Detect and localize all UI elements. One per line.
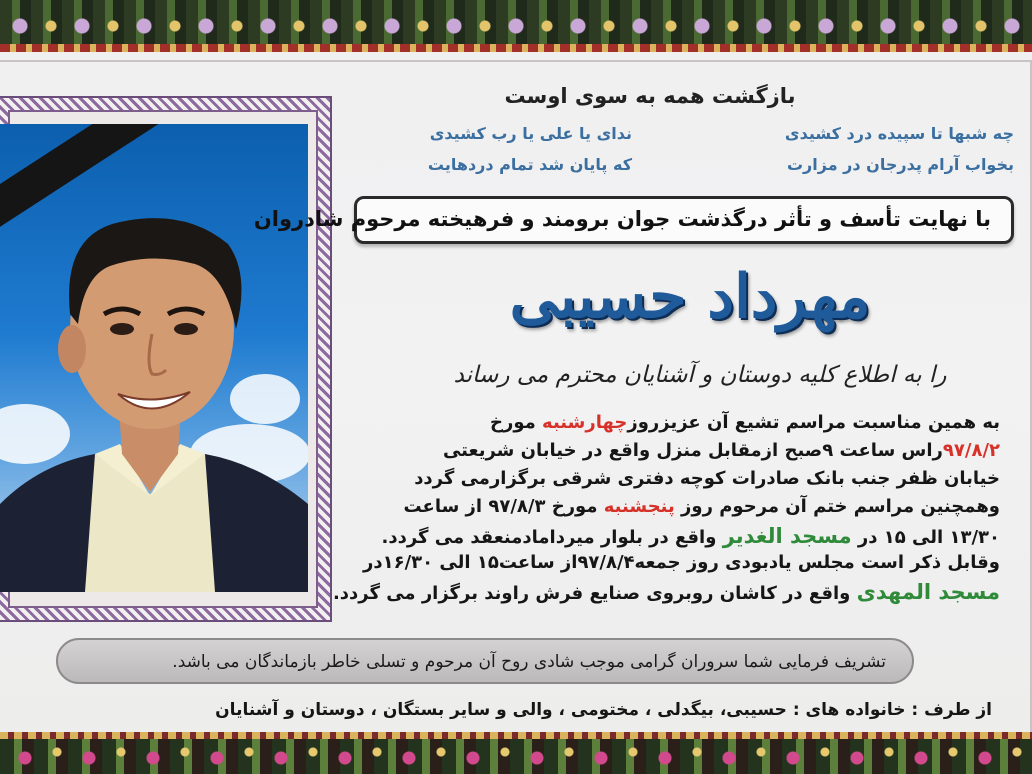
poem-line: که پایان شد تمام دردهایت [427,155,632,174]
ornamental-border-bottom [0,732,1032,774]
condolence-text: با نهایت تأسف و تأثر درگذشت جوان برومند و فرهیخته مرحوم شادروان [253,207,991,231]
from-families: از طرف : خانواده های : حسیبی، بیگدلی ، مختومی ، والی و سایر بستگان ، دوستان و آشنایان [215,700,992,720]
mosque-almahdi: مسجد المهدی [856,580,1000,604]
text-segment: واقع در کاشان روبروی صنایع فرش راوند برگزار می گردد. [332,583,857,604]
poem-line: چه شبها تا سپیده درد کشیدی [784,124,1014,143]
ornamental-border-top [0,0,1032,52]
inform-line: را به اطلاع کلیه دوستان و آشنایان محترم می رساند [453,362,947,388]
date-highlight: ۹۷/۸/۲ [942,440,1000,461]
ceremony-line-4 [403,496,1000,517]
text-segment: ۱۳/۳۰ الی ۱۵ در [851,527,1000,548]
text-segment: واقع در بلوار میردامادمنعقد می گردد. [381,527,723,548]
ceremony-line-3: خیابان ظفر جنب بانک صادرات کوچه دفتری شرقی برگزارمی گردد [414,468,1000,489]
text-segment: راس ساعت ۹صبح ازمقابل منزل واقع در خیابان شریعتی [442,440,943,461]
poem-line: ندای یا علی یا رب کشیدی [429,124,632,143]
condolence-banner [253,196,1014,244]
portrait-photo [0,124,308,592]
text-segment: وهمچنین مراسم ختم آن مرحوم روز [674,496,1000,517]
footer-pill [56,638,914,684]
text-segment: مورخ [490,412,543,433]
ceremony-line-6: وقابل ذکر است مجلس یادبودی روز جمعه۹۷/۸/۴از ساعت۱۵ الی ۱۶/۳۰در [363,552,1000,573]
poem-line: بخواب آرام پدرجان در مزارت [786,155,1014,174]
ceremony-line-2 [443,440,1000,461]
day-thursday: پنجشنبه [603,496,675,517]
day-wednesday: چهارشنبه [542,412,628,433]
text-segment: به همین مناسبت مراسم تشیع آن عزیزروز [627,412,1000,433]
footer-text: تشریف فرمایی شما سروران گرامی موجب شادی روح آن مرحوم و تسلی خاطر بازماندگان می باشد. [172,652,886,672]
ceremony-line-1 [490,412,1000,433]
ceremony-line-5 [382,524,1000,548]
mosque-alghadir: مسجد الغدیر [722,524,852,548]
deceased-name: مهرداد حسیبی [509,262,871,332]
ceremony-line-7 [333,580,1000,604]
header-title: بازگشت همه به سوی اوست [504,84,796,108]
text-segment: مورخ ۹۷/۸/۳ از ساعت [403,496,604,517]
